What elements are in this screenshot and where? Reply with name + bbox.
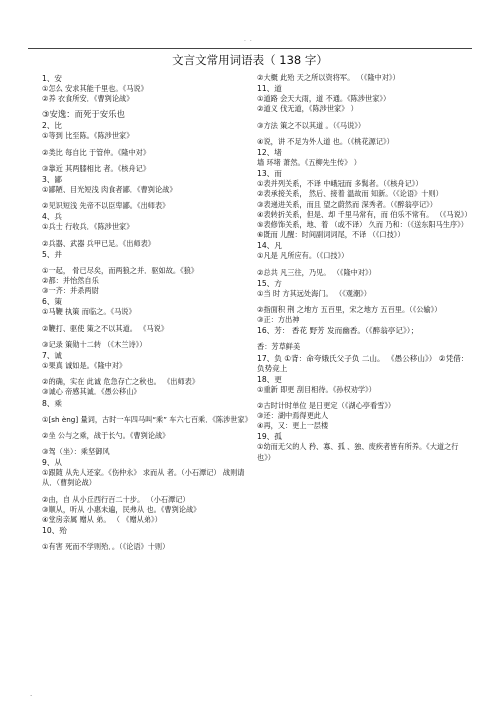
page-title: 文言文常用词语表（ 138 字）: [172, 53, 328, 67]
entry-heading: 11、道: [257, 84, 282, 94]
entry-meaning: ③记录 策勋十二转 （《木兰诗》）: [42, 339, 147, 349]
entry-meaning: ①马鞭 执策 而临之。《马说》: [42, 307, 136, 317]
entry-meaning: ②都：并怡然自乐: [42, 276, 99, 286]
entry-heading: 19、孤: [257, 432, 282, 442]
entry-meaning: ③方法 策之不以其道 。（《马说》）: [257, 120, 366, 130]
entry-meaning: ①等到 比至陈。《陈涉世家》: [42, 131, 134, 141]
entry-meaning: ②坐 公与之乘，战于长勺。《曹刿论战》: [42, 430, 170, 440]
entry-meaning: ③还：湖中焉得更此人: [257, 411, 329, 421]
entry-heading: 7、诚: [42, 351, 63, 361]
entry-meaning: ②养 衣食所安．《曹刿论战》: [42, 94, 134, 104]
entry-heading: 5、并: [42, 249, 63, 259]
entry-meaning: 墙 环堵 萧然。《五柳先生传》 ）: [257, 158, 361, 168]
vocab-entry: [257, 148, 471, 168]
entry-meaning: ①鄙陋、目光短浅 肉食者鄙．《曹刿论战》: [42, 185, 177, 195]
vocab-entry: [42, 121, 256, 174]
entry-meaning: ②古时计时单位 是日更定（《湖心亭看雪》）: [257, 400, 396, 410]
entry-meaning: ②表承接关系， 然后、接着 温故而 知新。（《论语》十则）: [257, 189, 443, 199]
entry-meaning: ①道路 会天大雨，道 不通。《陈涉世家》）: [257, 94, 391, 104]
entry-meaning: ①[sh èng] 量词，古时一车四马叫“乘” 车六七百乘．《陈涉世家》: [42, 414, 252, 424]
entry-meaning: ④再，又：更上一层楼: [257, 421, 329, 431]
entry-heading: 9、从: [42, 458, 63, 468]
left-column: [42, 73, 256, 552]
entry-meaning: ③诚心 帝感其诚．《愚公移山》: [42, 387, 141, 397]
vocab-entry: [42, 526, 256, 552]
entry-meaning: ②大概 此殆 天之所以资将军。 （《隆中对》）: [257, 73, 400, 82]
entry-heading: 8、乘: [42, 398, 63, 408]
entry-meaning: ③靠近 其两膝相比 者。《核舟记》: [42, 163, 151, 173]
entry-meaning: ③顺从，听从 小惠未遍，民弗从 也。《曹刿论战》: [42, 504, 201, 514]
entry-meaning: ③一齐：并杀两尉: [42, 286, 99, 296]
vocab-entry: [42, 250, 256, 297]
vocab-entry: [42, 399, 256, 458]
entry-meaning: ①重新 即更 刮目相待。《孙权劝学》）: [257, 384, 376, 394]
entry-meaning: ②总共 凡三往，乃见。 （《隆中对》）: [257, 267, 376, 277]
entry-meaning: ①果真 诚如是。《隆中对》: [42, 361, 127, 371]
entry-heading: 4、兵: [42, 212, 63, 222]
entry-meaning: ①跟随 从先人还家。《伤仲永》 求而从 者。（小石潭记） 战则请从．（曹刿论战）: [42, 468, 245, 488]
entry-meaning: ③表递进关系，而且 望之蔚然而 深秀者。（《醉翁亭记》）: [257, 199, 437, 209]
entry-heading: 6、策: [42, 297, 63, 307]
entry-meaning: ①当 时 方其远处海门。 （《观潮》）: [257, 288, 371, 298]
entry-meaning: ③正：方出神: [257, 315, 300, 325]
entry-meaning: ③安逸：而死于安乐也: [42, 109, 125, 120]
bottom-marker: ·: [30, 692, 33, 700]
entry-meaning: ①幼而无父的人 矜、寡、孤 、独、废疾者皆有所养。《大道之行也》）: [257, 442, 459, 462]
vocab-entry: [257, 432, 471, 462]
entry-meaning: ②类比 每自比 于管仲。《隆中对》: [42, 147, 151, 157]
entry-meaning: ④说，讲 不足为外人道 也。（《桃花源记》）: [257, 136, 394, 146]
entry-meaning: ①怎么 安求其能千里也。《马说》: [42, 84, 148, 93]
entry-meaning: ①一起， 骨已尽矣，而两狼之并．驱如故。《狼》: [42, 265, 199, 275]
entry-heading: 3、鄙: [42, 175, 63, 185]
right-column: [257, 73, 471, 463]
top-marker: · ·: [244, 38, 253, 45]
entry-meaning: ③驾（坐）：乘坚御风: [42, 447, 110, 457]
entry-meaning: ⑤表修饰关系，地、着 （或不译） 久而 乃和：（《送东阳马生序》）: [257, 220, 468, 230]
vocab-entry: [257, 279, 471, 326]
entry-meaning: ④表转折关系，但是、却 千里马常有，而 伯乐不常有。 （《马说》）: [257, 209, 472, 219]
vocab-entry: [257, 169, 471, 240]
vocab-entry: [257, 73, 471, 83]
entry-heading: 14、凡: [257, 241, 282, 251]
entry-heading: 15、方: [257, 278, 282, 288]
entry-heading: 12、堵: [257, 148, 282, 158]
vocab-entry: [257, 241, 471, 277]
entry-meaning: ②见识短浅 先帝不以臣卑鄙。《出师表》: [42, 201, 170, 211]
vocab-entry: [42, 351, 256, 398]
vocab-entry: [42, 74, 256, 120]
entry-meaning: ④堂房亲属 赠从 弟。 （ 《赠从弟》）: [42, 515, 162, 525]
vocab-entry: [257, 326, 471, 352]
vocab-entry: [257, 375, 471, 432]
entry-heading: 17、负 ①背：命夸娥氏父子负 二山。 《愚公移山》） ②凭借：负势竞上: [257, 353, 469, 373]
entry-meaning: ①凡是 凡所应有。（《口技》）: [257, 251, 349, 261]
entry-meaning: ②鞭打、驱使 策之不以其道。 《马说》: [42, 323, 169, 333]
vocab-entry: [42, 297, 256, 350]
header-rule: [28, 48, 472, 49]
entry-heading: 2、比: [42, 121, 63, 131]
entry-heading: 16、芳： 香花 野芳 发而幽香。（《醉翁亭记》）；: [257, 326, 419, 336]
entry-meaning: ⑥既而 儿醒：时间副词词尾，不译 （《口技》）: [257, 230, 405, 240]
entry-meaning: ②由，自 从小丘西行百二十步。 （小石潭记）: [42, 494, 190, 504]
entry-meaning: 香：芳草鲜美: [257, 342, 301, 352]
entry-meaning: ②指面积 荆 之地方 五百里，宋之地方 五百里。（《公输》）: [257, 305, 442, 315]
vocab-entry: [42, 458, 256, 525]
vocab-entry: [257, 354, 471, 374]
entry-meaning: ①表并列关系，不译 中峨冠而 多髯者。（《核舟记》）: [257, 179, 423, 189]
entry-meaning: ①有害 死而不学则殆．。（《论语》十则）: [42, 542, 170, 552]
entry-heading: 13、而: [257, 169, 282, 179]
vocab-entry: [257, 84, 471, 147]
entry-meaning: ②的确，实在 此诚 危急存亡之秋也。 《出师表》: [42, 377, 200, 387]
vocab-entry: [42, 212, 256, 248]
entry-heading: 18、更: [257, 374, 282, 384]
entry-meaning: ②道义 伐无道，《陈涉世家》 ）: [257, 104, 358, 114]
entry-meaning: ①兵士 行收兵．《陈涉世家》: [42, 222, 134, 232]
entry-heading: 1、安: [42, 74, 63, 83]
entry-heading: 10、殆: [42, 526, 67, 536]
entry-meaning: ②兵器、武器 兵甲已足。《出师表》: [42, 238, 155, 248]
vocab-entry: [42, 175, 256, 211]
